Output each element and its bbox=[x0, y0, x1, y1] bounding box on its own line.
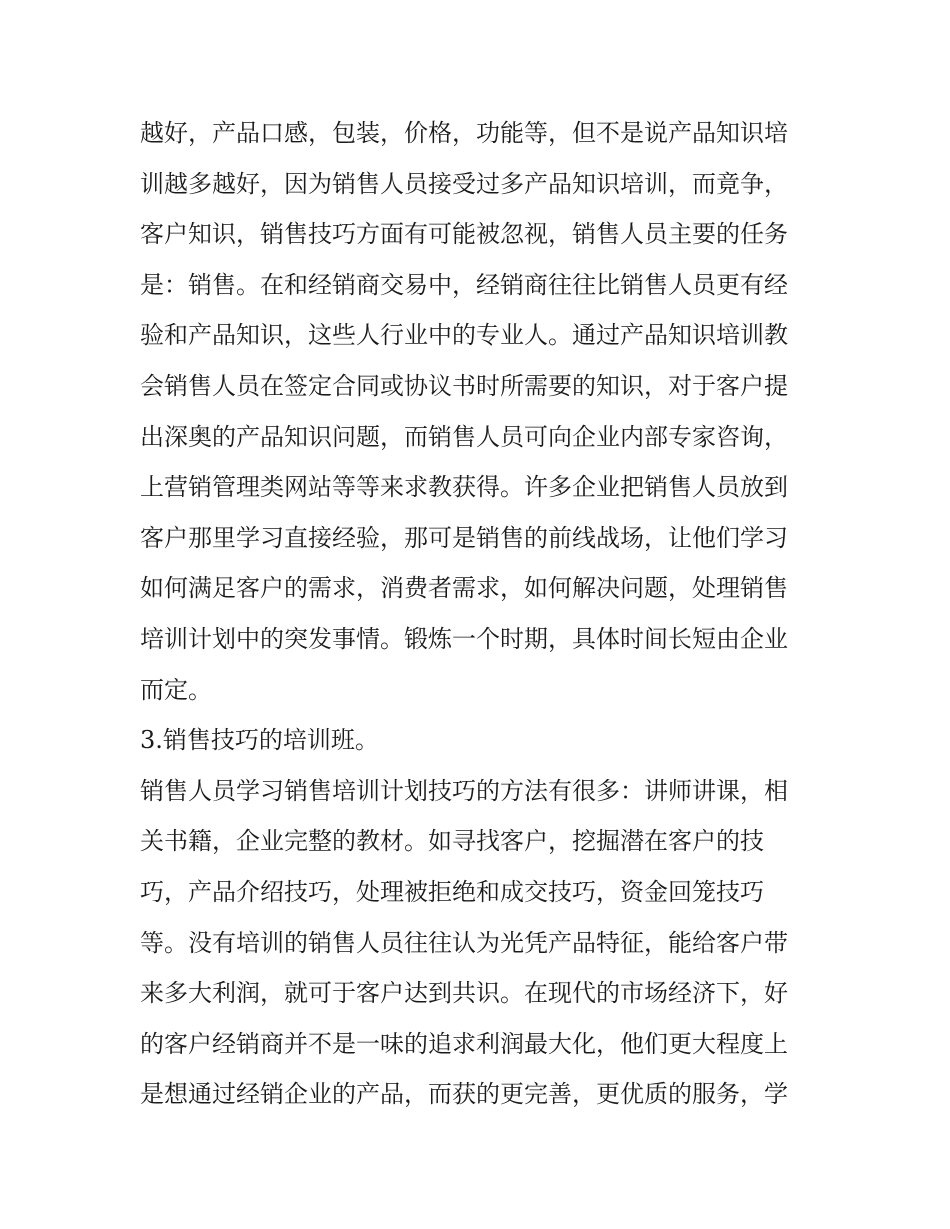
text-line: 上营销管理类网站等等来求教获得。许多企业把销售人员放到 bbox=[140, 473, 788, 502]
text-line: 客户知识，销售技巧方面有可能被忽视，销售人员主要的任务 bbox=[140, 220, 788, 249]
text-line: 巧，产品介绍技巧，处理被拒绝和成交技巧，资金回笼技巧 bbox=[140, 877, 764, 906]
text-line: 会销售人员在签定合同或协议书时所需要的知识，对于客户提 bbox=[140, 371, 788, 400]
text-line: 训越多越好，因为销售人员接受过多产品知识培训，而竟争， bbox=[140, 169, 788, 198]
text-line: 越好，产品口感，包装，价格，功能等，但不是说产品知识培 bbox=[140, 119, 788, 147]
section-heading: 3.销售技巧的培训班。 bbox=[140, 726, 379, 755]
text-line: 验和产品知识，这些人行业中的专业人。通过产品知识培训教 bbox=[140, 321, 788, 350]
text-line: 客户那里学习直接经验，那可是销售的前线战场，让他们学习 bbox=[140, 523, 788, 552]
body-text bbox=[140, 108, 820, 1120]
text-line: 是想通过经销企业的产品，而获的更完善，更优质的服务，学 bbox=[140, 1080, 788, 1109]
text-line: 而定。 bbox=[140, 675, 212, 704]
text-line: 的客户经销商并不是一味的追求利润最大化，他们更大程度上 bbox=[140, 1029, 788, 1058]
text-line: 来多大利润，就可于客户达到共识。在现代的市场经济下，好 bbox=[140, 979, 788, 1008]
text-line: 是：销售。在和经销商交易中，经销商往往比销售人员更有经 bbox=[140, 270, 788, 299]
text-line: 培训计划中的突发事情。锻炼一个时期，具体时间长短由企业 bbox=[140, 624, 788, 653]
text-line: 销售人员学习销售培训计划技巧的方法有很多：讲师讲课，相 bbox=[140, 776, 788, 805]
text-line: 关书籍，企业完整的教材。如寻找客户，挖掘潜在客户的技 bbox=[140, 827, 764, 856]
text-line: 出深奥的产品知识问题，而销售人员可向企业内部专家咨询， bbox=[140, 422, 788, 451]
text-line: 如何满足客户的需求，消费者需求，如何解决问题，处理销售 bbox=[140, 574, 788, 603]
text-line: 等。没有培训的销售人员往往认为光凭产品特征，能给客户带 bbox=[140, 928, 788, 957]
